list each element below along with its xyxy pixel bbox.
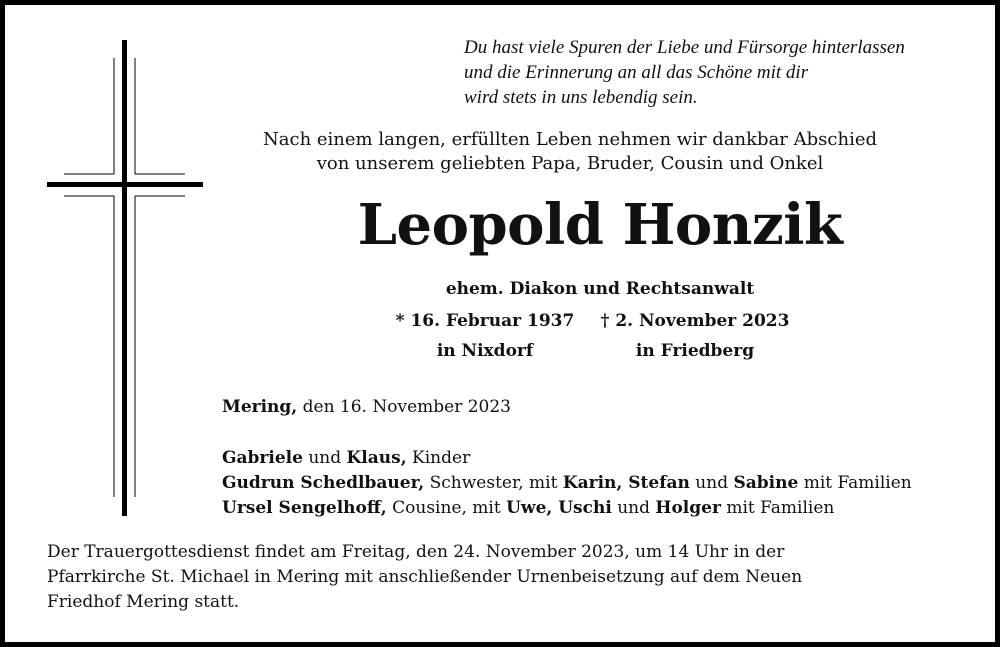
service-line: Pfarrkirche St. Michael in Mering mit anschließender Urnenbeisetzung auf dem Neuen (47, 567, 803, 587)
birth-info (370, 306, 600, 366)
death-place: in Friedberg (635, 341, 755, 361)
deceased-title: ehem. Diakon und Rechtsanwalt (445, 279, 755, 299)
birth-place: in Nixdorf (436, 341, 534, 361)
mourner-row (222, 446, 912, 471)
intro-line: Nach einem langen, erfüllten Leben nehmen wir dankbar Abschied (263, 129, 877, 150)
mourner-name: Gabriele (222, 448, 303, 468)
poem-line: und die Erinnerung an all das Schöne mit dir (464, 62, 809, 83)
mourner-row (222, 496, 912, 521)
service-line: Friedhof Mering statt. (47, 592, 240, 612)
mourner-name: Gudrun Schedlbauer, (222, 473, 425, 493)
service-line: Der Trauergottesdienst findet am Freitag, den 24. November 2023, um 14 Uhr in der (47, 542, 785, 562)
mourner-text: mit Familien (798, 473, 912, 493)
birth-date: * 16. Februar 1937 (395, 311, 575, 331)
place-date-line (222, 395, 511, 419)
poem-line: wird stets in uns lebendig sein. (464, 87, 698, 108)
death-date: † 2. November 2023 (600, 311, 790, 331)
mourner-relation: Schwester, mit (424, 473, 563, 493)
mourner-name: Ursel Sengelhoff, (222, 498, 387, 518)
poem-line: Du hast viele Spuren der Liebe und Fürsorge hinterlassen (464, 37, 905, 58)
mourner-name: Karin, Stefan (562, 473, 690, 493)
funeral-service-info (47, 540, 802, 615)
mourners-list (222, 446, 912, 521)
mourner-relation: Kinder (406, 448, 471, 468)
mourner-name: Holger (655, 498, 721, 518)
mourner-name: Sabine (733, 473, 799, 493)
mourner-text: und (611, 498, 656, 518)
place-name: Mering, (222, 397, 298, 417)
mourner-text: und (302, 448, 347, 468)
notice-date: den 16. November 2023 (297, 397, 511, 417)
intro-line: von unserem geliebten Papa, Bruder, Cousin und Onkel (316, 153, 824, 174)
mourner-relation: Cousine, mit (386, 498, 507, 518)
mourner-text: und (689, 473, 734, 493)
mourner-row (222, 471, 912, 496)
deceased-name: Leopold Honzik (357, 192, 843, 258)
death-info (590, 306, 800, 366)
mourner-text: mit Familien (720, 498, 835, 518)
memorial-poem (464, 35, 905, 110)
farewell-intro (210, 128, 930, 176)
mourner-name: Uwe, Uschi (506, 498, 612, 518)
mourner-name: Klaus, (346, 448, 407, 468)
